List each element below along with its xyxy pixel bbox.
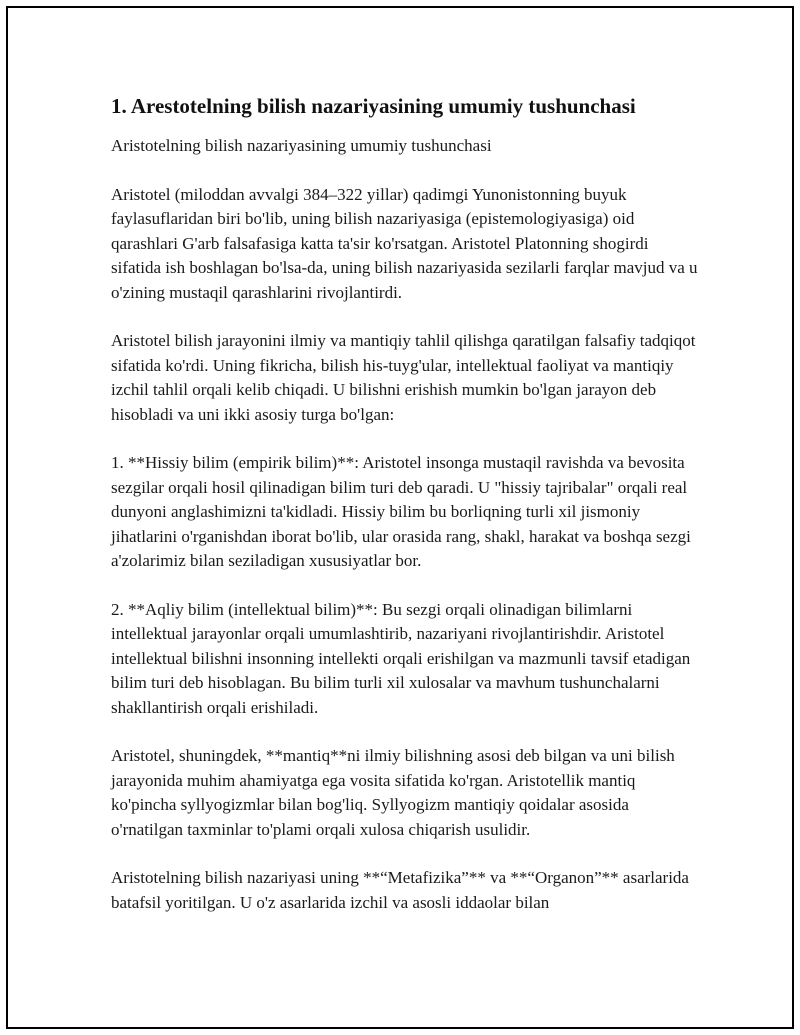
paragraph: Aristotel bilish jarayonini ilmiy va mantiqiy tahlil qilishga qaratilgan falsafiy tadqiqot sifatida ko'rdi. Uning fikricha, bilish his-tuyg'ular, intellektual faoliyat va mantiqiy izchil tahlil orqali kelib chiqadi. U bilishni erishish mumkin bo'lgan jarayon deb hisobladi va uni ikki asosiy turga bo'lgan: [111,331,696,424]
paragraph: Aristotel (miloddan avvalgi 384–322 yillar) qadimgi Yunonistonning buyuk faylasuflaridan biri bo'lib, uning bilish nazariyasiga (epistemologiyasiga) oid qarashlari G'arb falsafasiga katta ta'sir ko'rsatgan. Aristotel Platonning shogirdi sifatida ish boshlagan bo'lsa-da, uning bilish nazariyasida sezilarli farqlar mavjud va u o'zining mustaqil qarashlarini rivojlantirdi. [111,184,698,302]
paragraph: 2. **Aqliy bilim (intellektual bilim)**: Bu sezgi orqali olinadigan bilimlarni intellektual jarayonlar orqali umumlashtirib, nazariyani rivojlantirishdir. Aristotel intellektual bilishni insonning intellekti orqali erishilgan va mazmunli tavsif etadigan bilim turi deb hisoblagan. Bu bilim turli xil xulosalar va mavhum tushunchalarni shakllantirish orqali erishiladi. [111,599,691,717]
paragraph: Aristotel, shuningdek, **mantiq**ni ilmiy bilishning asosi deb bilgan va uni bilish jarayonida muhim ahamiyatga ega vosita sifatida ko'rgan. Aristotellik mantiq ko'pincha syllyogizmlar bilan bog'liq. Syllyogizm mantiqiy qoidalar asosida o'rnatilgan taxminlar to'plami orqali xulosa chiqarish usulidir. [111,746,675,839]
paragraph: 1. **Hissiy bilim (empirik bilim)**: Aristotel insonga mustaqil ravishda va bevosita sezgilar orqali hosil qilinadigan bilim turi deb qaradi. U "hissiy tajribalar" orqali real dunyoni anglashimizni ta'kidladi. Hissiy bilim bu borliqning turli xil jismoniy jihatlarini o'rganishdan iborat bo'lib, ular orasida rang, shakl, harakat va boshqa sezgi a'zolarimiz bilan seziladigan xususiyatlar bor. [111,453,691,570]
paragraph: Aristotelning bilish nazariyasi uning **“Metafizika”** va **“Organon”** asarlarida batafsil yoritilgan. U o'z asarlarida izchil va asosli iddaolar bilan [111,868,689,912]
subtitle: Aristotelning bilish nazariyasining umumiy tushunchasi [111,136,492,155]
page-title: 1. Arestotelning bilish nazariyasining umumiy tushunchasi [111,94,636,118]
document-body [111,92,701,939]
